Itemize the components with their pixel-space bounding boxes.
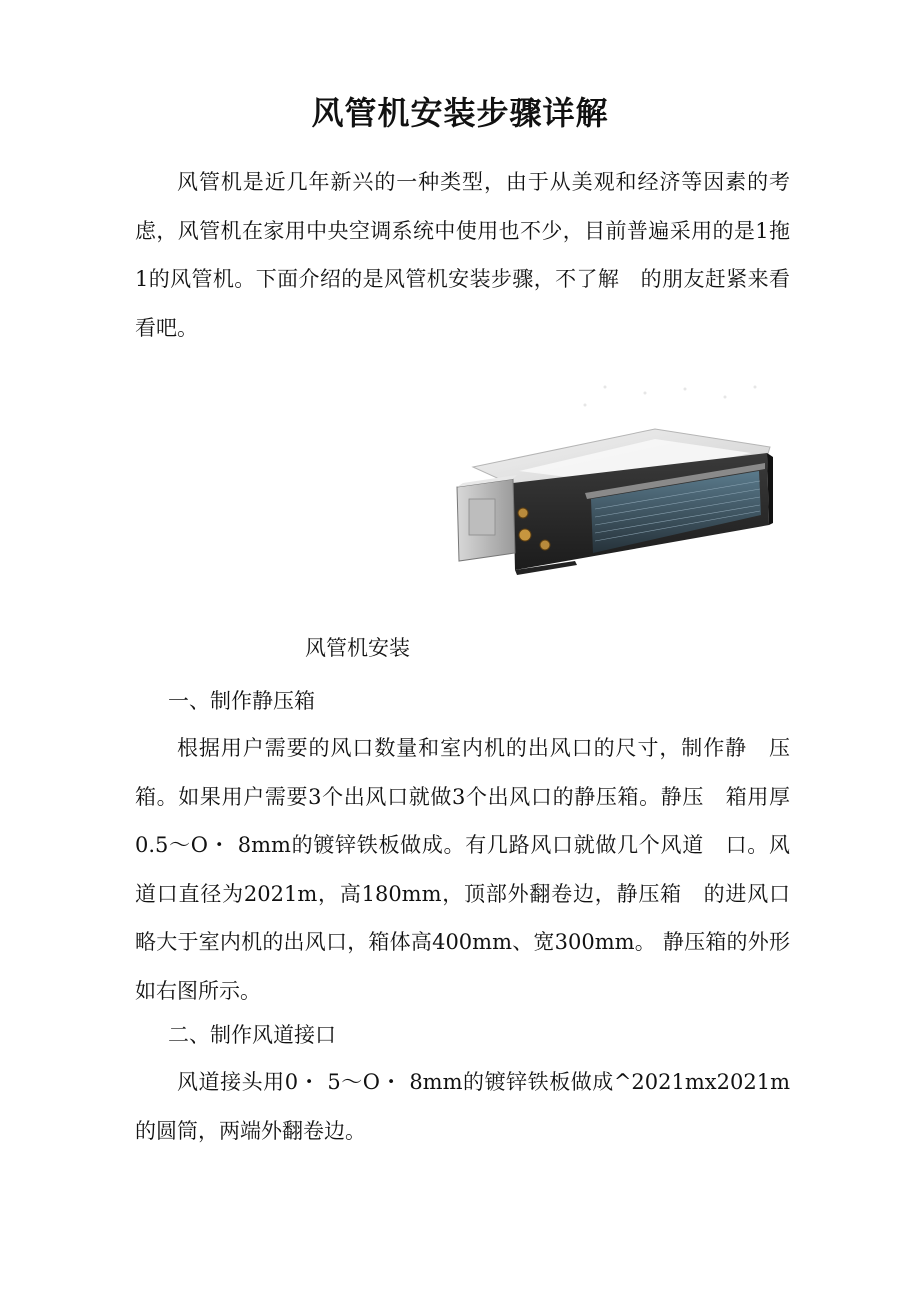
section-paragraph: 根据用户需要的风口数量和室内机的出风口的尺寸，制作静 压箱。如果用户需要3个出风口就做3个出风口的静压箱。静压 箱用厚0.5〜O・ 8mm的镀锌铁板做成。有几路风口就做几个风道 口。风道口直径为2021m，高180mm，顶部外翻卷边，静压箱 的进风口略大于室内机的出风口，箱体高400mm、宽300mm。 静压箱的外形如右图所示。 xyxy=(135,736,790,1003)
section-paragraph: 风道接头用0・ 5〜O・ 8mm的镀锌铁板做成^2021mx2021m的圆筒，两端外翻卷边。 xyxy=(135,1070,790,1143)
section-heading: 一、制作静压箱 xyxy=(168,689,315,713)
ducted-ac-unit-image xyxy=(455,375,785,585)
figure-caption: 风管机安装 xyxy=(305,636,410,660)
section-heading: 二、制作风道接口 xyxy=(168,1023,336,1047)
document-title: 风管机安装步骤详解 xyxy=(311,94,609,132)
intro-paragraph: 风管机是近几年新兴的一种类型，由于从美观和经济等因素的考虑，风管机在家用中央空调系统中使用也不少，目前普遍采用的是1拖1的风管机。下面介绍的是风管机安装步骤，不了解 的朋友赶紧来看看吧。 xyxy=(135,170,790,340)
